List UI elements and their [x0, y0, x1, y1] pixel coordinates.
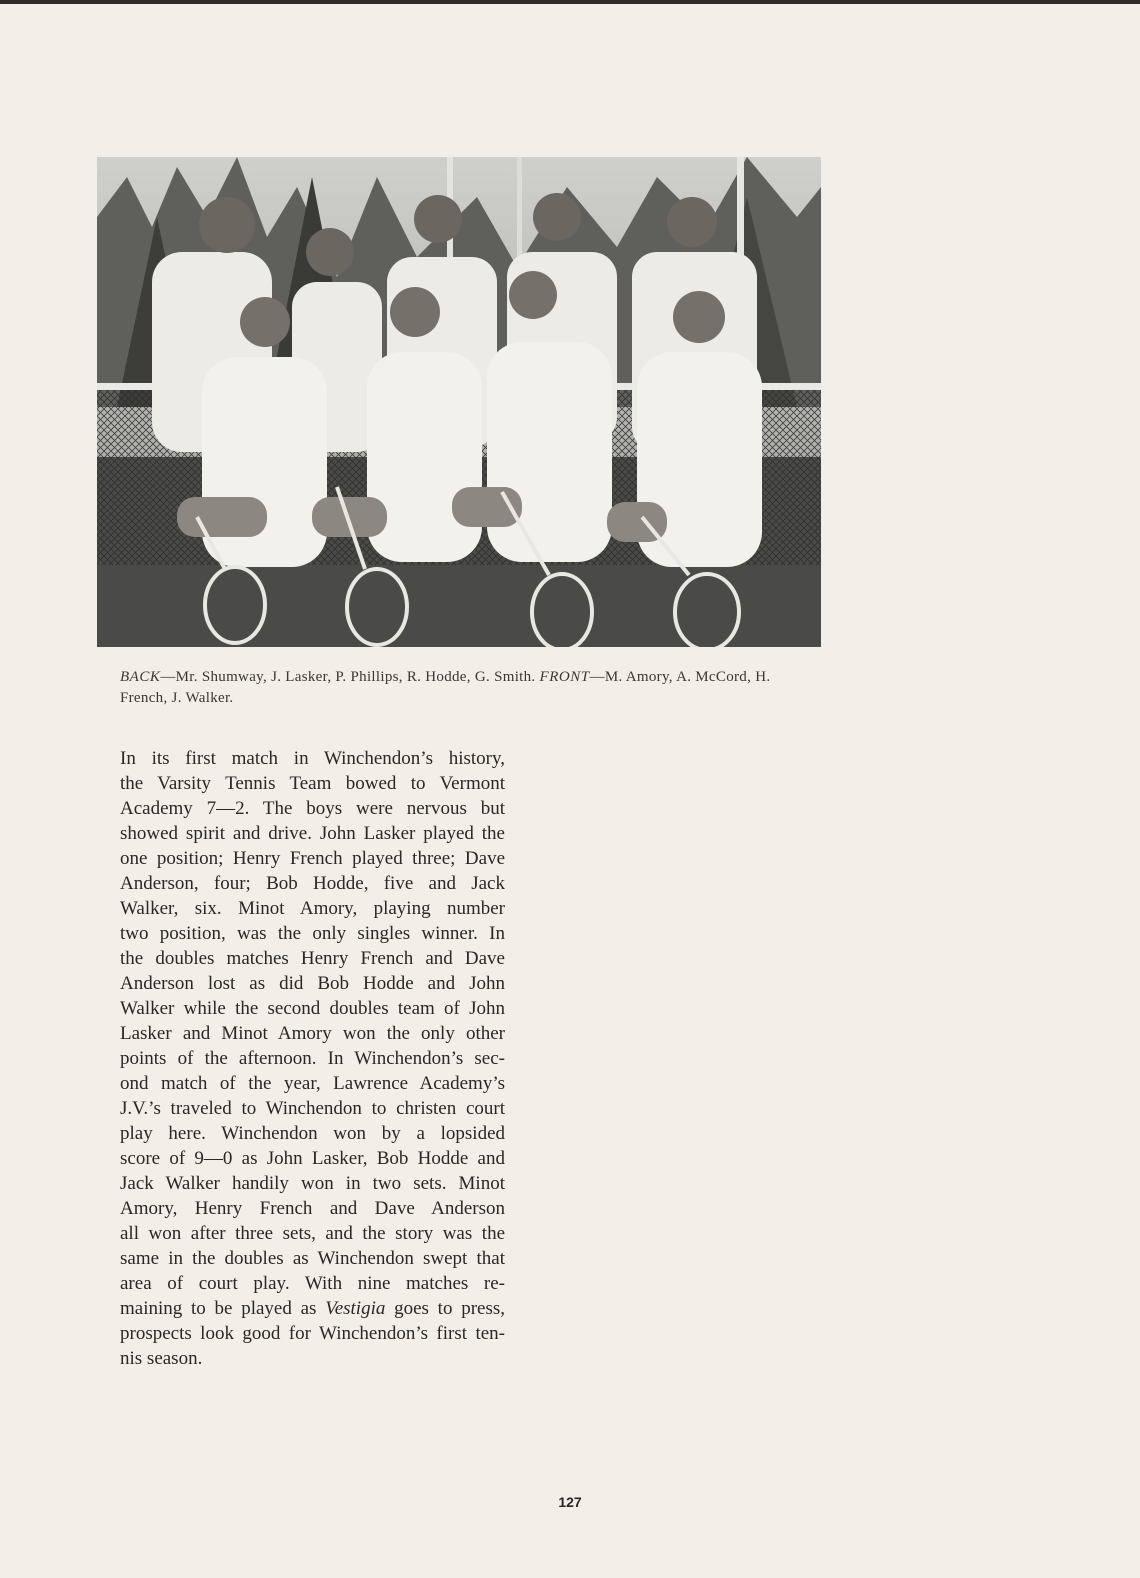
caption-back-names: —Mr. Shumway, J. Lasker, P. Phillips, R. Hodde, G. Smith.	[160, 669, 536, 685]
page-number: 127	[558, 1494, 582, 1510]
article-line: area of court play. With nine matches re-	[120, 1273, 505, 1294]
article-paragraph	[120, 746, 505, 1296]
article-line: prospects look good for Winchendon’s first ten-	[120, 1323, 505, 1344]
article-text	[120, 746, 505, 1371]
publication-title: Vestigia	[325, 1298, 386, 1319]
article-line: same in the doubles as Winchendon swept that	[120, 1248, 505, 1269]
caption-front-names: —M. Amory, A. McCord, H. French, J. Walker.	[120, 669, 771, 706]
article-line: two position, was the only singles winner. In	[120, 923, 505, 944]
caption-back-label: BACK	[120, 669, 161, 685]
page-top-edge	[0, 0, 1140, 4]
article-line: ond match of the year, Lawrence Academy’s	[120, 1073, 505, 1094]
article-line: maining to be played as Vestigia goes to press,	[120, 1298, 505, 1319]
article-line: all won after three sets, and the story was the	[120, 1223, 505, 1244]
article-line: play here. Winchendon won by a lopsided	[120, 1123, 505, 1144]
article-line: one position; Henry French played three; Dave	[120, 848, 505, 869]
team-photo-illustration	[97, 157, 821, 647]
article-line: Jack Walker handily won in two sets. Minot	[120, 1173, 505, 1194]
article-line: Walker while the second doubles team of John	[120, 998, 505, 1019]
photo-caption	[120, 667, 820, 709]
article-line: points of the afternoon. In Winchendon’s sec-	[120, 1048, 505, 1069]
article-line: nis season.	[120, 1348, 203, 1369]
article-line: the doubles matches Henry French and Dave	[120, 948, 505, 969]
article-line: Anderson, four; Bob Hodde, five and Jack	[120, 873, 505, 894]
caption-front-label: FRONT	[539, 669, 590, 685]
article-line: the Varsity Tennis Team bowed to Vermont	[120, 773, 505, 794]
article-line: Academy 7—2. The boys were nervous but	[120, 798, 505, 819]
article-line: Amory, Henry French and Dave Anderson	[120, 1198, 505, 1219]
article-line: score of 9—0 as John Lasker, Bob Hodde and	[120, 1148, 505, 1169]
article-line: Lasker and Minot Amory won the only other	[120, 1023, 505, 1044]
article-line: Anderson lost as did Bob Hodde and John	[120, 973, 505, 994]
team-photo	[97, 157, 821, 647]
article-line: Walker, six. Minot Amory, playing number	[120, 898, 505, 919]
article-line: showed spirit and drive. John Lasker played the	[120, 823, 505, 844]
article-line: In its first match in Winchendon’s history,	[120, 748, 505, 769]
article-line: J.V.’s traveled to Winchendon to christen court	[120, 1098, 505, 1119]
